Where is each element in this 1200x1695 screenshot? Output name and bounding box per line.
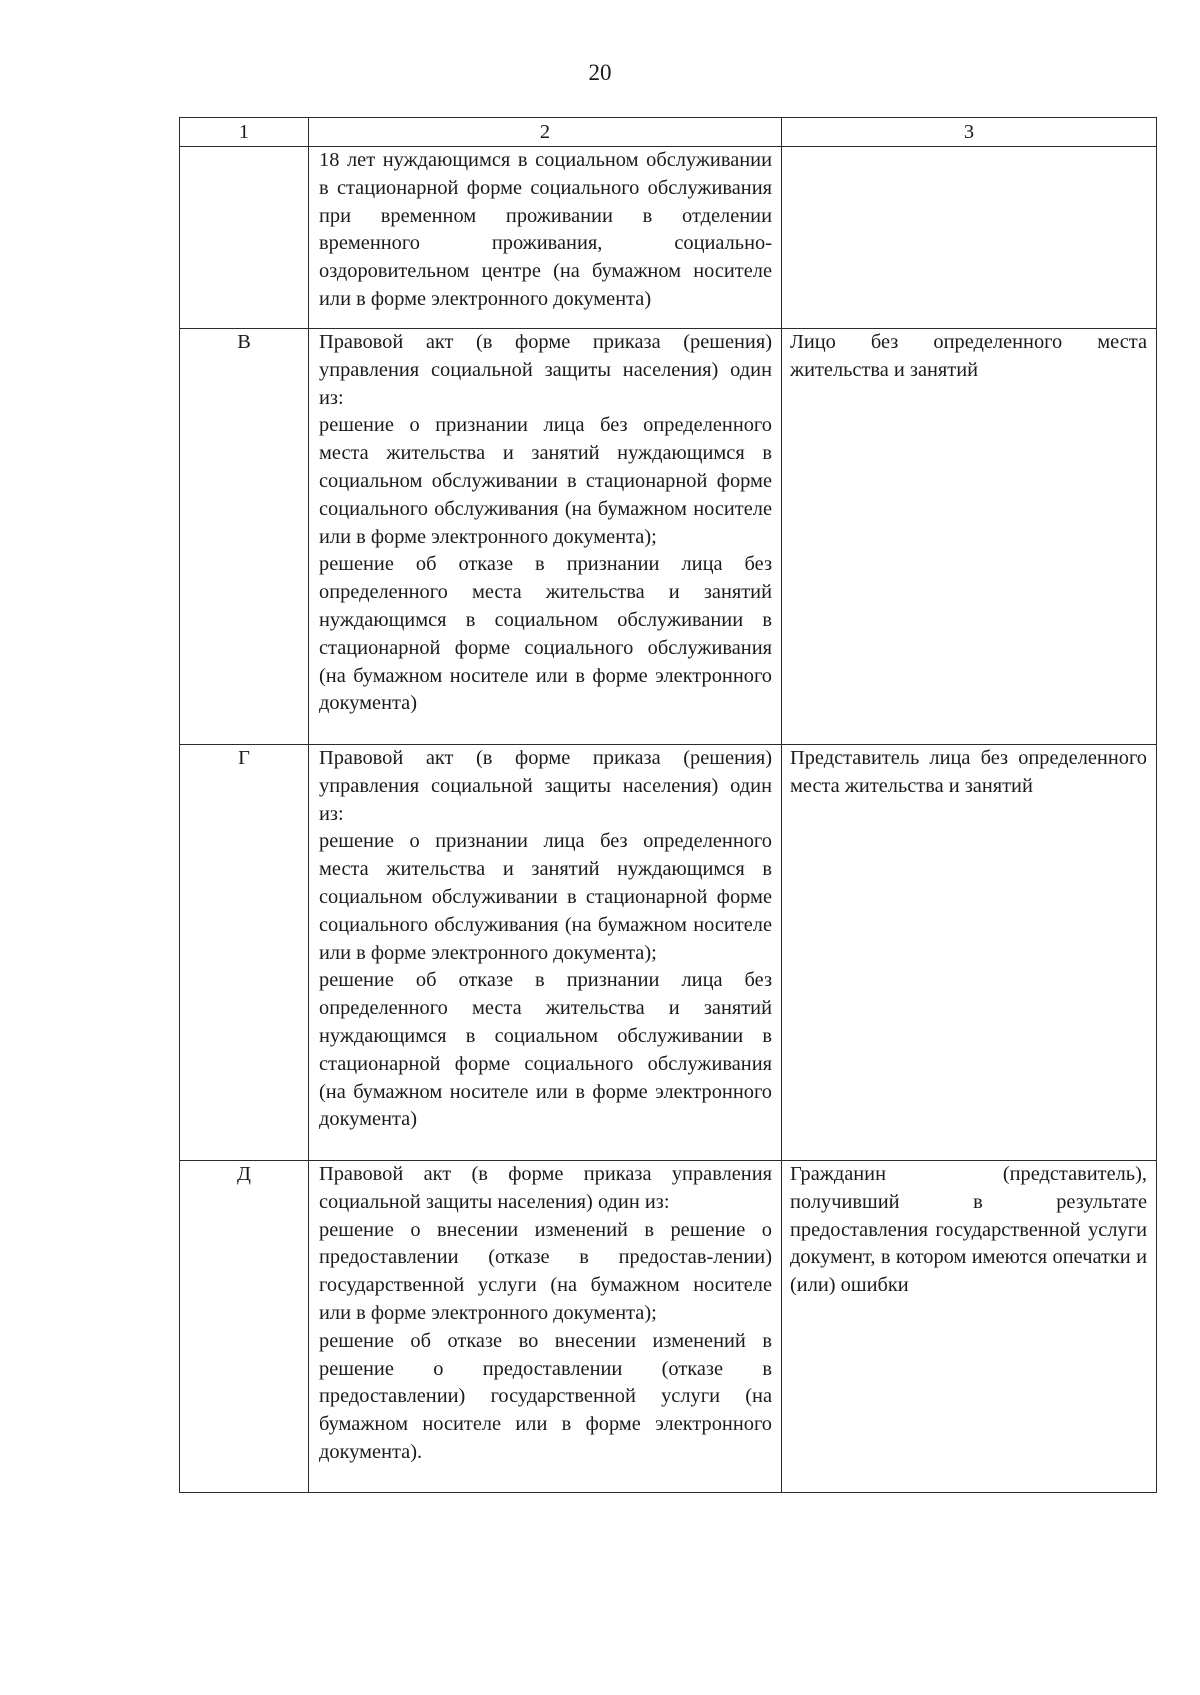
document-paragraph: решение о внесении изменений в решение о предоставлении (отказе в предостав-лении) государственной услуги (на бумажном носителе или в форме электронного документа); — [319, 1218, 772, 1324]
row-code — [180, 147, 309, 329]
row-applicant — [782, 147, 1157, 329]
row-document — [309, 329, 782, 745]
row-code: В — [180, 329, 309, 745]
document-paragraph: решение о признании лица без определенного места жительства и занятий нуждающимся в социальном обслуживании в стационарной форме социального обслуживания (на бумажном носителе или в форме электронного документа); — [319, 830, 772, 964]
page-number: 20 — [588, 60, 612, 85]
document-paragraph: решение о признании лица без определенного места жительства и занятий нуждающимся в социальном обслуживании в стационарной форме социального обслуживания (на бумажном носителе или в форме электронного документа); — [319, 414, 772, 548]
table-row — [180, 1161, 1157, 1493]
row-document — [309, 1161, 782, 1493]
table-row — [180, 147, 1157, 329]
row-applicant: Лицо без определенного места жительства и занятий — [782, 329, 1157, 745]
row-code: Г — [180, 745, 309, 1161]
document-paragraph: решение об отказе во внесении изменений в решение о предоставлении (отказе в предоставлении) государственной услуги (на бумажном носителе или в форме электронного документа). — [319, 1329, 772, 1463]
row-document — [309, 147, 782, 329]
document-paragraph: решение об отказе в признании лица без определенного места жительства и занятий нуждающимся в социальном обслуживании в стационарной форме социального обслуживания (на бумажном носителе или в форме электронного документа) — [319, 553, 772, 715]
header-col-2: 2 — [309, 118, 782, 147]
row-document — [309, 745, 782, 1161]
document-table — [179, 117, 1157, 1493]
table-row — [180, 745, 1157, 1161]
document-paragraph: решение об отказе в признании лица без определенного места жительства и занятий нуждающимся в социальном обслуживании в стационарной форме социального обслуживания (на бумажном носителе или в форме электронного документа) — [319, 969, 772, 1131]
row-applicant: Представитель лица без определенного места жительства и занятий — [782, 745, 1157, 1161]
row-applicant: Гражданин (представитель), получивший в результате предоставления государственной услуги документ, в котором имеются опечатки и (или) ошибки — [782, 1161, 1157, 1493]
document-paragraph: 18 лет нуждающимся в социальном обслуживании в стационарной форме социального обслуживания при временном проживании в отделении временного проживания, социально-оздоровительном центре (на бумажном носителе или в форме электронного документа) — [319, 149, 772, 310]
table-row — [180, 329, 1157, 745]
header-col-3: 3 — [782, 118, 1157, 147]
document-paragraph: Правовой акт (в форме приказа (решения) управления социальной защиты населения) один из: — [319, 331, 772, 409]
row-code: Д — [180, 1161, 309, 1493]
table-header-row — [180, 118, 1157, 147]
document-paragraph: Правовой акт (в форме приказа (решения) управления социальной защиты населения) один из: — [319, 747, 772, 825]
header-col-1: 1 — [180, 118, 309, 147]
document-paragraph: Правовой акт (в форме приказа управления социальной защиты населения) один из: — [319, 1163, 772, 1213]
